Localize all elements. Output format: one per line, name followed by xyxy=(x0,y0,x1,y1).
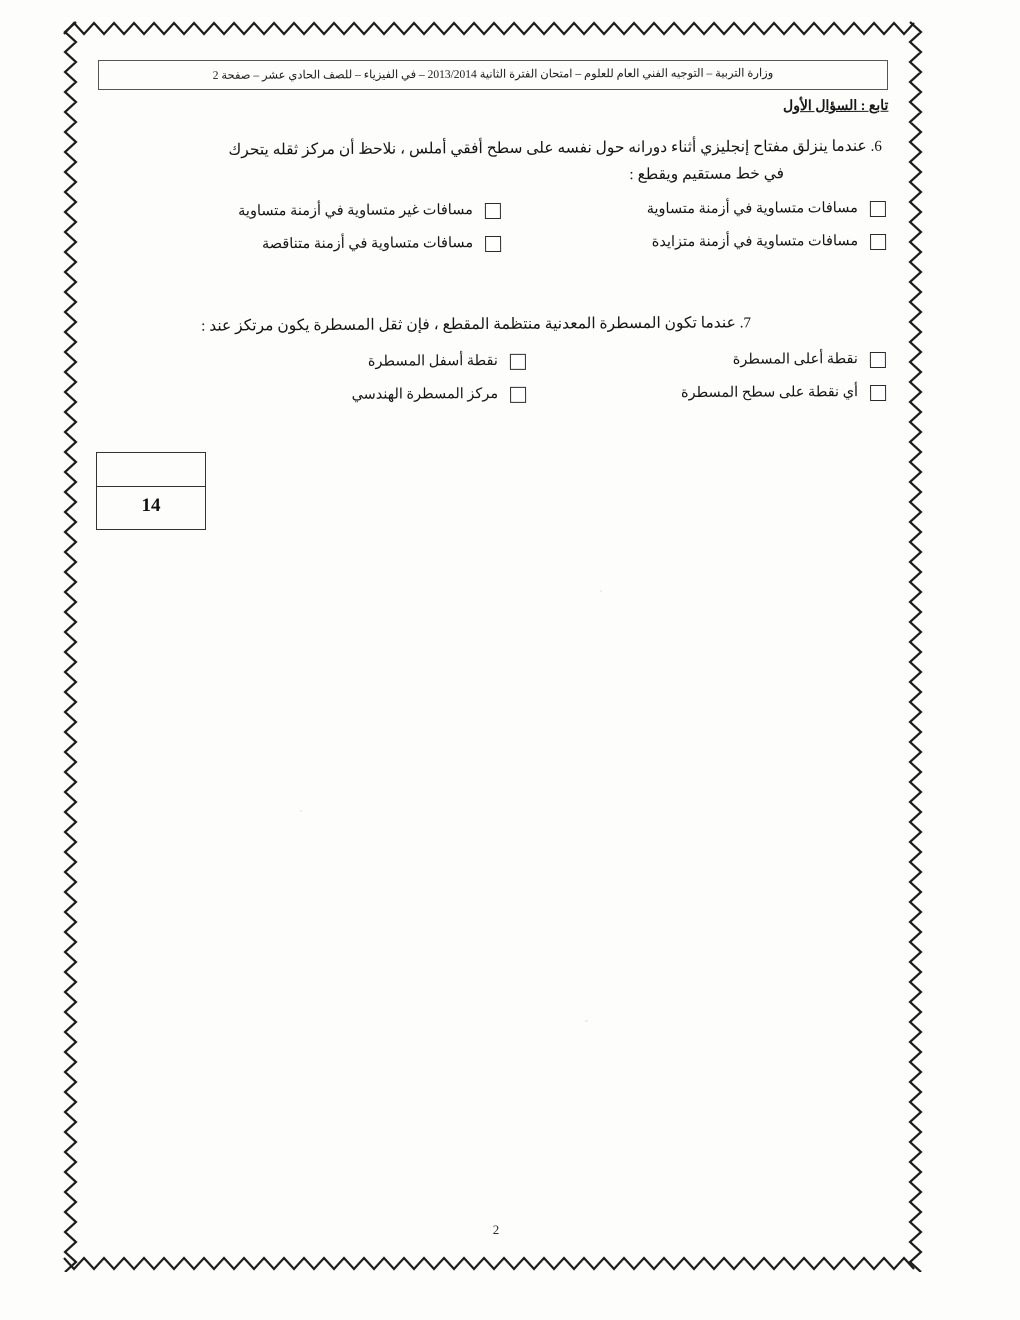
score-box xyxy=(96,452,206,530)
scan-speckle xyxy=(300,810,302,812)
score-value: 14 xyxy=(141,495,161,516)
exam-page-content xyxy=(96,54,896,1244)
checkbox-icon[interactable] xyxy=(870,234,886,250)
question-6-stem xyxy=(96,134,896,191)
question-6-stem-line2: في خط مستقيم ويقطع : xyxy=(629,165,785,184)
checkbox-icon[interactable] xyxy=(510,387,526,403)
question-6-number: 6. xyxy=(870,138,882,155)
question-6-option-4[interactable] xyxy=(146,235,501,254)
question-6-options xyxy=(96,200,896,254)
checkbox-icon[interactable] xyxy=(870,352,886,368)
footer-page-number: 2 xyxy=(492,1222,500,1237)
scan-speckle xyxy=(585,1020,588,1022)
checkbox-icon[interactable] xyxy=(870,385,886,401)
scan-speckle xyxy=(600,590,602,592)
question-6-option-4-label: مسافات متساوية في أزمنة متناقصة xyxy=(261,235,474,253)
question-7-option-4[interactable] xyxy=(196,386,526,405)
question-6-option-1-label: مسافات متساوية في أزمنة متساوية xyxy=(646,200,858,218)
question-7-number: 7. xyxy=(739,315,752,332)
question-7-option-3-label: أي نقطة على سطح المسطرة xyxy=(680,384,859,402)
question-6-stem-line1: عندما ينزلق مفتاح إنجليزي أثناء دورانه حول نفسه على سطح أفقي أملس ، نلاحظ أن مركز ثقله يتحرك xyxy=(228,137,867,159)
question-6 xyxy=(96,136,896,252)
continue-first-question-label: تابع : السؤال الأول xyxy=(782,98,889,115)
question-6-option-3[interactable] xyxy=(501,233,896,252)
question-7-option-1-label: نقطة أعلى المسطرة xyxy=(732,351,858,369)
checkbox-icon[interactable] xyxy=(485,236,501,252)
question-7-option-2[interactable] xyxy=(196,353,526,372)
question-6-option-2-label: مسافات غير متساوية في أزمنة متساوية xyxy=(238,202,473,220)
question-7-stem xyxy=(96,310,856,340)
question-6-option-3-label: مسافات متساوية في أزمنة متزايدة xyxy=(651,233,859,251)
checkbox-icon[interactable] xyxy=(510,354,526,370)
question-7-option-1[interactable] xyxy=(526,351,896,370)
question-6-option-1[interactable] xyxy=(501,200,896,219)
question-7-options xyxy=(96,351,896,405)
exam-header-line: وزارة التربية – التوجيه الفني العام للعلوم – امتحان الفترة الثانية 2013/2014 – في الفيزياء – للصف الحادي عشر – صفحة 2 xyxy=(212,67,774,82)
question-7-option-3[interactable] xyxy=(526,384,896,403)
question-7 xyxy=(96,312,896,403)
score-box-divider xyxy=(97,486,205,487)
question-7-option-4-label: مركز المسطرة الهندسي xyxy=(351,386,499,404)
checkbox-icon[interactable] xyxy=(485,203,501,219)
question-7-stem-line1: عندما تكون المسطرة المعدنية منتظمة المقطع ، فإن ثقل المسطرة يكون مرتكز عند : xyxy=(200,314,736,335)
question-7-option-2-label: نقطة أسفل المسطرة xyxy=(367,353,498,370)
question-6-option-2[interactable] xyxy=(146,202,501,221)
checkbox-icon[interactable] xyxy=(870,201,886,217)
